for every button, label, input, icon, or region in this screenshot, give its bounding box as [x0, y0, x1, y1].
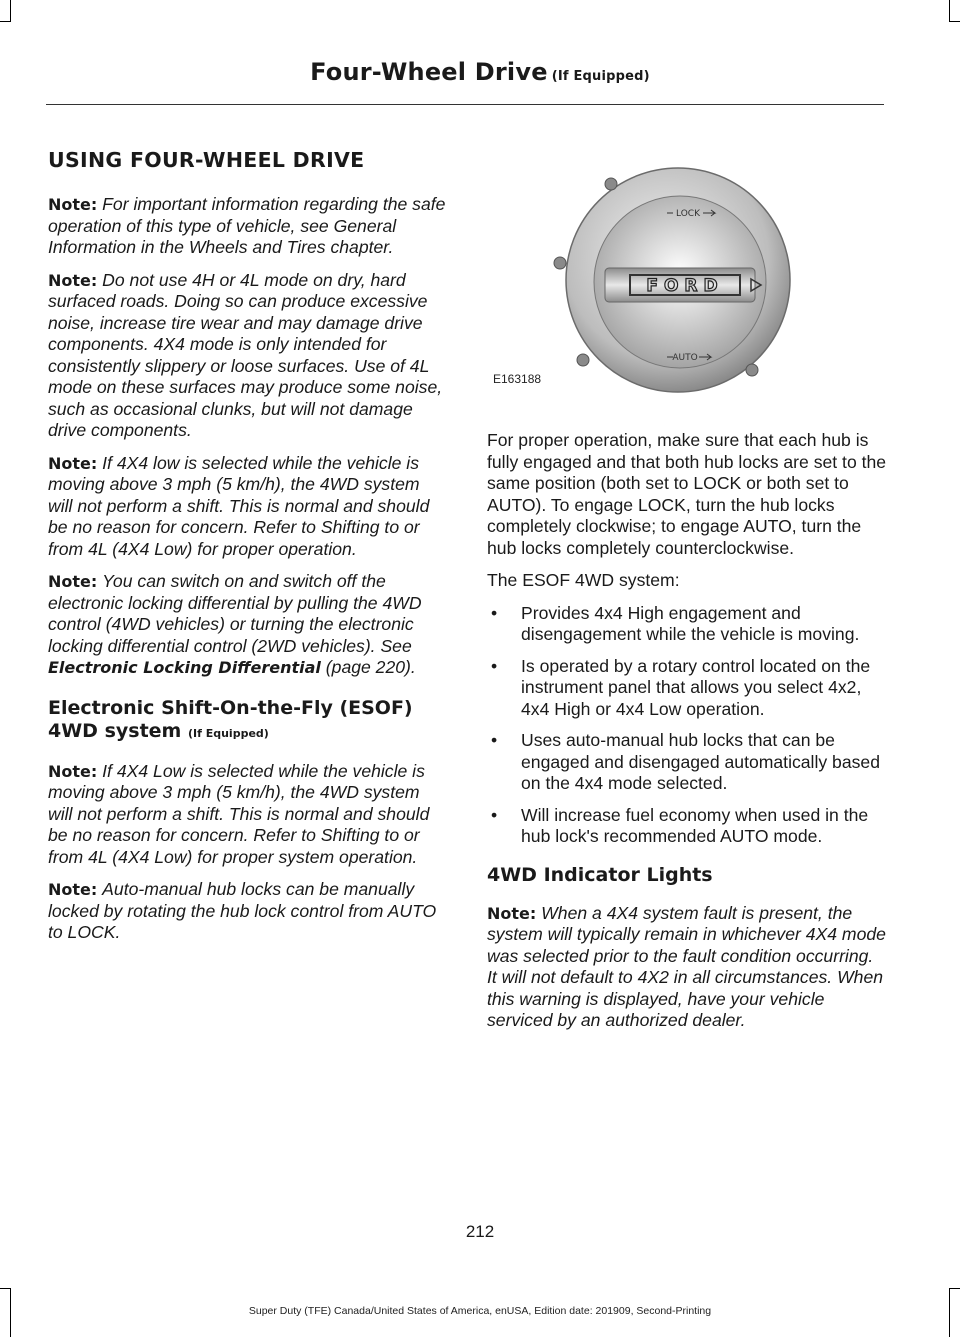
- list-item-text: Will increase fuel economy when used in the hub lock's recommended AUTO mode.: [521, 804, 869, 846]
- list-item-text: Is operated by a rotary control located on the instrument panel that allows you select 4x2, 4x4 High or 4x4 Low operation.: [521, 655, 871, 719]
- list-item-text: Uses auto-manual hub locks that can be engaged and disengaged automatically based on the 4x4 mode selected.: [521, 730, 880, 793]
- note-label: Note:: [48, 572, 98, 591]
- note-paragraph: [48, 879, 448, 944]
- header-rule: [46, 104, 884, 105]
- note-label: Note:: [48, 195, 98, 214]
- body-paragraph: The ESOF 4WD system:: [487, 570, 680, 590]
- bolt-icon: [605, 178, 617, 190]
- list-item: [487, 603, 887, 646]
- crop-mark: [10, 0, 11, 22]
- body-paragraph: For proper operation, make sure that each hub is fully engaged and that both hub locks are set to the same position (both set to LOCK or both set to AUTO). To engage LOCK, turn the hub locks completely clockwise; to engage AUTO, turn the hub locks completely counterclockwise.: [487, 430, 887, 558]
- subsection-title: [48, 697, 448, 745]
- note-text: If 4X4 Low is selected while the vehicle is moving above 3 mph (5 km/h), the 4WD system will not perform a shift. This is normal and should be no reason for concern. Refer to Shifting to or from 4L (4X4 Low) for proper system operation.: [48, 760, 430, 867]
- edition-footer: Super Duty (TFE) Canada/United States of America, enUSA, Edition date: 201909, Second-Printing: [248, 1305, 712, 1317]
- bullet-icon: •: [491, 804, 498, 825]
- note-label: Note:: [48, 880, 98, 899]
- hub-auto-text: AUTO: [672, 353, 698, 363]
- crop-mark: [949, 0, 950, 22]
- left-column: [48, 148, 448, 955]
- cross-reference-link[interactable]: Electronic Locking Differential: [48, 658, 321, 677]
- subsection-title-text: Electronic Shift-On-the-Fly (ESOF) 4WD system: [48, 696, 413, 742]
- hub-brand-text: FORD: [646, 276, 724, 296]
- hub-lock-illustration: [487, 158, 887, 398]
- note-label: Note:: [48, 270, 98, 290]
- bolt-icon: [554, 257, 566, 269]
- note-paragraph: [48, 571, 448, 679]
- hub-lock-figure: [487, 158, 887, 398]
- bullet-icon: •: [491, 655, 498, 676]
- note-text: Auto-manual hub locks can be manually locked by rotating the hub lock control from AUTO to LOCK.: [48, 879, 437, 942]
- page-header-title: [0, 58, 960, 86]
- list-item: [487, 730, 887, 795]
- note-label: Note:: [487, 903, 537, 923]
- note-paragraph: [487, 903, 887, 1032]
- right-column: [487, 430, 887, 1043]
- header-title-suffix: (If Equipped): [551, 69, 650, 84]
- note-text: If 4X4 low is selected while the vehicle is moving above 3 mph (5 km/h), the 4WD system will not perform a shift. This is normal and should be no reason for concern. Refer to Shifting to or from 4L (4X4 Low) for proper operation.: [48, 452, 430, 559]
- note-paragraph: [48, 453, 448, 561]
- list-item: [487, 656, 887, 721]
- crop-mark: [0, 1288, 11, 1289]
- bullet-icon: •: [491, 730, 498, 750]
- note-text: When a 4X4 system fault is present, the system will typically remain in whichever 4X4 mode was selected prior to the fault condition occurring. It will not default to 4X2 in all circumstances. When this warning is displayed, have your vehicle serviced by an authorized dealer.: [487, 902, 886, 1030]
- note-paragraph: [48, 270, 448, 442]
- crop-mark: [949, 21, 960, 22]
- note-paragraph: [48, 194, 448, 259]
- note-text: For important information regarding the safe operation of this type of vehicle, see General Information in the Wheels and Tires chapter.: [48, 194, 446, 257]
- note-label: Note:: [48, 761, 98, 781]
- note-text: Do not use 4H or 4L mode on dry, hard surfaced roads. Doing so can produce excessive noise, increase tire wear and may damage drive components. 4X4 mode is only intended for consistently slippery or loose surfaces. Use of 4L mode on these surfaces may produce some noise, such as occasional clunks, but will not damage drive components.: [48, 269, 443, 440]
- header-title-text: Four-Wheel Drive: [310, 58, 548, 86]
- page-number: 212: [465, 1222, 495, 1241]
- list-item-text: Provides 4x4 High engagement and disengagement while the vehicle is moving.: [521, 602, 860, 644]
- list-item: [487, 805, 887, 848]
- bolt-icon: [746, 364, 758, 376]
- page-reference: (page 220).: [320, 657, 416, 677]
- figure-label: E163188: [493, 372, 542, 386]
- subsection-title: 4WD Indicator Lights: [487, 863, 713, 886]
- bullet-list: [487, 603, 887, 848]
- crop-mark: [949, 1288, 960, 1289]
- bullet-icon: •: [491, 602, 498, 623]
- hub-lock-text: LOCK: [676, 209, 700, 219]
- note-text: You can switch on and switch off the electronic locking differential by pulling the 4WD control (4WD vehicles) or turning the electronic locking differential control (2WD vehicles). See: [48, 571, 422, 656]
- crop-mark: [0, 21, 11, 22]
- subsection-suffix: (If Equipped): [187, 726, 269, 740]
- note-paragraph: [48, 761, 448, 869]
- section-title: USING FOUR-WHEEL DRIVE: [48, 148, 365, 172]
- bolt-icon: [577, 354, 589, 366]
- note-label: Note:: [48, 453, 98, 473]
